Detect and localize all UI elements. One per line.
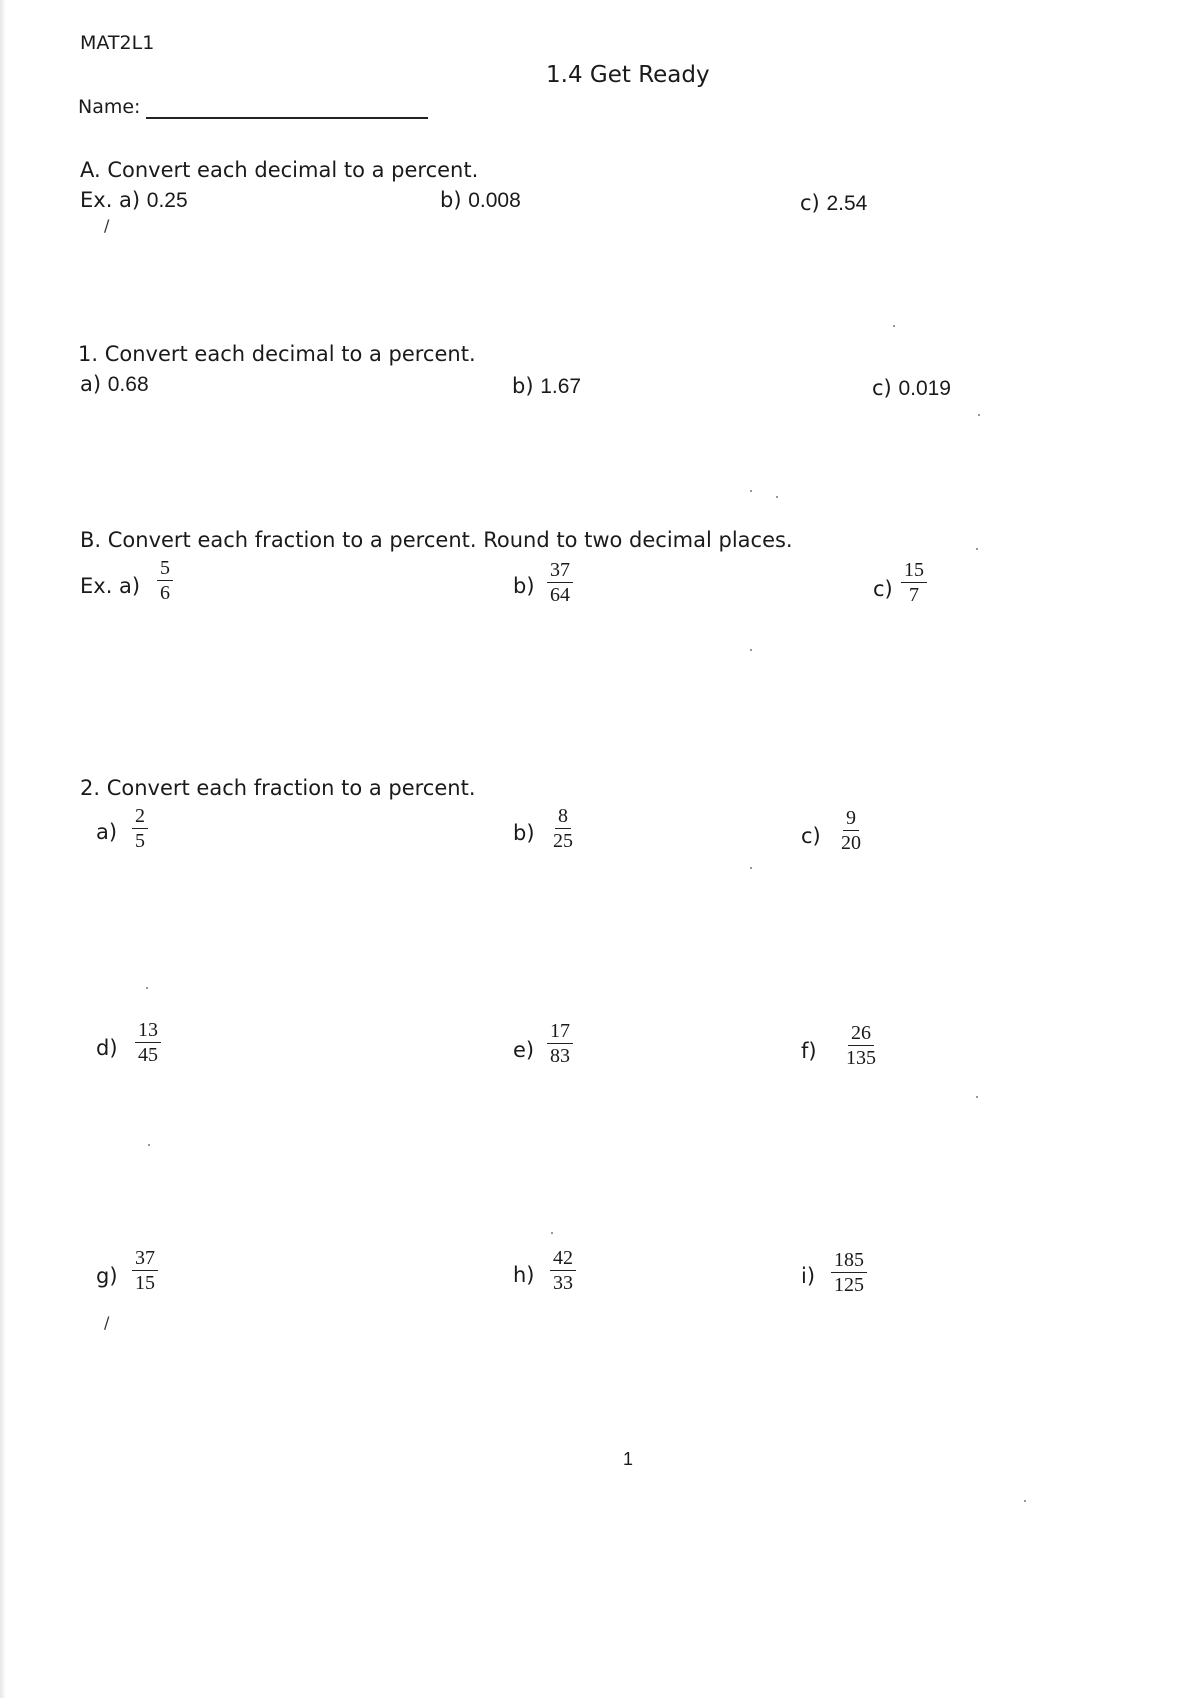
question-2-label-d: d) (96, 1036, 118, 1060)
pencil-tick-mark: / (104, 216, 110, 235)
denominator: 25 (553, 830, 573, 852)
numerator: 37 (132, 1248, 158, 1271)
scan-speck (893, 325, 895, 327)
section-b-label-a: Ex. a) (80, 574, 141, 598)
question-2-fraction-e (547, 1021, 573, 1066)
numerator: 26 (848, 1023, 874, 1046)
question-2-label-f: f) (801, 1039, 817, 1063)
question-2-instruction: 2. Convert each fraction to a percent. (80, 776, 476, 800)
numerator: 13 (135, 1020, 161, 1043)
numerator: 8 (555, 806, 571, 829)
numerator: 37 (547, 560, 573, 583)
question-2-label-i: i) (801, 1264, 816, 1288)
scan-speck (750, 490, 752, 492)
item-value: 0.019 (898, 377, 951, 400)
section-a-item-c (800, 193, 867, 214)
question-2-fraction-a (132, 806, 148, 851)
question-1-item-b (512, 376, 581, 397)
section-b-fraction-b (547, 560, 573, 605)
question-2-label-b: b) (513, 821, 535, 845)
question-2-label-a: a) (96, 820, 118, 844)
name-label: Name: (78, 96, 141, 118)
item-value: 0.68 (107, 373, 149, 396)
name-blank-line (146, 117, 428, 119)
course-code: MAT2L1 (80, 32, 155, 54)
numerator: 2 (132, 806, 148, 829)
denominator: 64 (550, 584, 570, 606)
question-2-fraction-g (132, 1248, 158, 1293)
denominator: 125 (834, 1274, 864, 1296)
item-label: a) (80, 372, 102, 396)
numerator: 17 (547, 1021, 573, 1044)
denominator: 6 (160, 582, 170, 604)
question-1-instruction: 1. Convert each decimal to a percent. (78, 342, 476, 366)
denominator: 20 (841, 832, 861, 854)
section-b-fraction-a (157, 558, 173, 603)
numerator: 15 (901, 560, 927, 583)
question-2-fraction-h (550, 1248, 576, 1293)
numerator: 42 (550, 1248, 576, 1271)
scan-speck (750, 649, 752, 651)
scan-speck (776, 496, 778, 498)
denominator: 7 (909, 584, 919, 606)
numerator: 9 (843, 808, 859, 831)
section-a-item-b (440, 190, 521, 211)
scan-speck (978, 414, 980, 416)
pencil-tick-mark: / (104, 1313, 110, 1332)
section-b-fraction-c (901, 560, 927, 605)
page-title: 1.4 Get Ready (546, 62, 710, 88)
scan-speck (976, 1096, 978, 1098)
item-value: 2.54 (826, 192, 868, 215)
item-value: 0.25 (146, 189, 188, 212)
section-b-label-c: c) (873, 577, 893, 601)
section-a-item-a (80, 190, 188, 211)
scan-page-edge (0, 0, 6, 1698)
page-number: 1 (623, 1449, 634, 1469)
section-b-label-b: b) (513, 574, 535, 598)
item-label: b) (440, 188, 462, 212)
denominator: 15 (135, 1272, 155, 1294)
question-2-label-c: c) (801, 824, 821, 848)
numerator: 5 (157, 558, 173, 581)
question-2-fraction-b (550, 806, 576, 851)
denominator: 45 (138, 1044, 158, 1066)
scan-speck (148, 1144, 150, 1146)
denominator: 5 (135, 830, 145, 852)
scan-speck (146, 987, 148, 989)
question-1-item-a (80, 374, 149, 395)
item-label: c) (800, 191, 820, 215)
section-b-instruction: B. Convert each fraction to a percent. Round to two decimal places. (80, 528, 793, 552)
scan-speck (750, 867, 752, 869)
item-label: Ex. a) (80, 188, 141, 212)
scan-speck (1024, 1500, 1026, 1502)
item-label: c) (872, 376, 892, 400)
denominator: 83 (550, 1045, 570, 1067)
question-1-item-c (872, 378, 951, 399)
item-label: b) (512, 374, 534, 398)
item-value: 0.008 (468, 189, 521, 212)
question-2-label-h: h) (513, 1263, 535, 1287)
question-2-label-g: g) (96, 1264, 118, 1288)
section-a-instruction: A. Convert each decimal to a percent. (80, 158, 479, 182)
item-value: 1.67 (540, 375, 582, 398)
question-2-fraction-c (838, 808, 864, 853)
numerator: 185 (831, 1250, 867, 1273)
question-2-fraction-d (135, 1020, 161, 1065)
denominator: 33 (553, 1272, 573, 1294)
question-2-fraction-f (843, 1023, 879, 1068)
scan-speck (551, 1232, 553, 1234)
question-2-fraction-i (831, 1250, 867, 1295)
scan-speck (976, 548, 978, 550)
denominator: 135 (846, 1047, 876, 1069)
question-2-label-e: e) (513, 1038, 535, 1062)
